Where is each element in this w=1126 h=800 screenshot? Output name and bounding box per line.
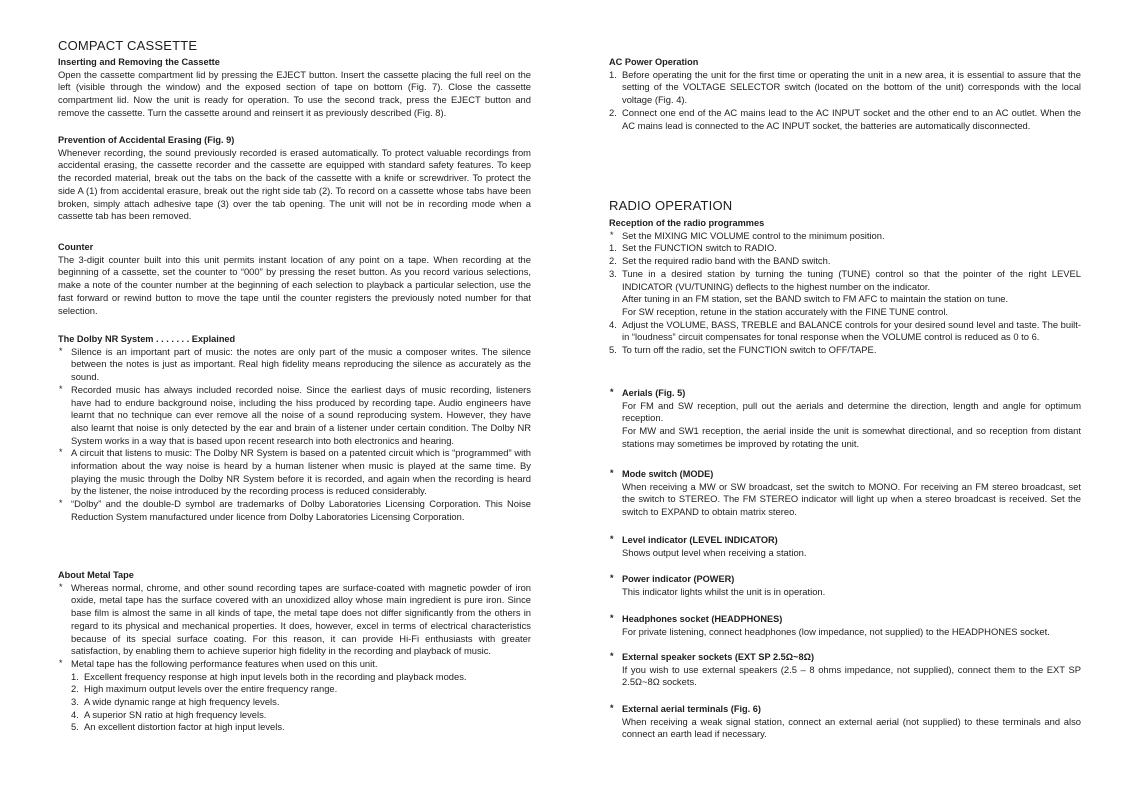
note-line: For SW reception, retune in the station accurately with the FINE TUNE control.	[622, 305, 949, 317]
radio-operation-section	[609, 198, 1081, 357]
numbered-item: 5. To turn off the radio, set the FUNCTION switch to OFF/TAPE.	[609, 344, 877, 356]
subsection-heading: Reception of the radio programmes	[609, 218, 765, 228]
paragraph: For MW and SW1 reception, the aerial inside the unit is somewhat directional, and so reception from distant stations may sometimes be improved by rotating the unit.	[622, 425, 1081, 449]
bullet-item: * Set the MIXING MIC VOLUME control to the minimum position.	[609, 230, 1081, 243]
bullet-item: * Whereas normal, chrome, and other sound recording tapes are surface-coated with magnetic powder of iron oxide, metal tape has the surface covered with an unoxidized alloy whose main ingredient is pure iron. Since base film is almost the same in all kinds of tape, the metal tape does not differ significantly from the others in regard to its physical and mechanical properties. It does, however, excel in terms of electrical characteristics because of its special surface coating. For this reason, it can provide Hi-Fi enthusiasts with greater satisfaction, by enabling them to achieve superior high fidelity in the recording and playback of music.	[58, 582, 531, 658]
ac-power-section	[609, 56, 1081, 132]
numbered-item: 2. Connect one end of the AC mains lead to the AC INPUT socket and the other end to an AC outlet. When the AC mains lead is connected to the AC INPUT socket, the batteries are automatically disconnected.	[609, 106, 1081, 131]
feature-item: 1. Excellent frequency response at high input levels both in the recording and playback modes.	[71, 670, 467, 682]
paragraph: The 3-digit counter built into this unit permits instant location of any point on a tape. When recording at the beginning of a cassette, set the counter to “000” by pressing the reset button. As you record various selections, make a note of the counter number at the beginning of each selection to playback a particular selection, use the fast forward or rewind button to move the tape until the counter registers the previously noted number for that selection.	[58, 253, 531, 316]
bullet-item: * “Dolby” and the double-D symbol are trademarks of Dolby Laboratories Licensing Corporation. This Noise Reduction System manufactured under licence from Dolby Laboratories Licensing Corporation.	[58, 498, 531, 523]
bullet-item: * A circuit that listens to music: The Dolby NR System is based on a patented circuit which is “programmed” with information about the way noise is heard by a human listener when music is played at the same time. By playing the music through the Dolby NR System before it is recorded, and again when the recording is heard by the listener, the noise introduced by the recording process is reduced considerably.	[58, 447, 531, 498]
external-aerial-section	[609, 703, 1081, 741]
power-indicator-section	[609, 573, 1081, 598]
feature-item: 2. High maximum output levels over the entire frequency range.	[71, 683, 338, 695]
dolby-section	[58, 333, 531, 524]
numbered-item: 1. Set the FUNCTION switch to RADIO.	[609, 242, 777, 254]
aerials-section	[609, 387, 1081, 451]
paragraph: Shows output level when receiving a station.	[622, 546, 807, 558]
subsection-heading: Prevention of Accidental Erasing (Fig. 9)	[58, 135, 235, 145]
counter-section	[58, 241, 531, 317]
feature-item: 4. A superior SN ratio at high frequency levels.	[71, 708, 267, 720]
subsection-heading: About Metal Tape	[58, 570, 134, 580]
level-indicator-section	[609, 534, 1081, 559]
note-line: After tuning in an FM station, set the BAND switch to FM AFC to maintain the station on tune.	[622, 293, 1009, 305]
compact-cassette-section	[58, 38, 531, 120]
subsection-heading: AC Power Operation	[609, 57, 699, 67]
feature-item: 3. A wide dynamic range at high frequency levels.	[71, 696, 280, 708]
subsection-heading: * External aerial terminals (Fig. 6)	[609, 703, 1081, 716]
numbered-item: 2. Set the required radio band with the BAND switch.	[609, 255, 831, 267]
bullet-item: * Metal tape has the following performance features when used on this unit.	[58, 658, 531, 671]
subsection-heading: * Level indicator (LEVEL INDICATOR)	[609, 534, 1081, 547]
numbered-item: 1. Before operating the unit for the first time or operating the unit in a new area, it is essential to assure that the setting of the VOLTAGE SELECTOR switch (located on the bottom of the unit) corresponds with the local voltage (Fig. 4).	[609, 68, 1081, 106]
subsection-heading: Inserting and Removing the Cassette	[58, 57, 220, 67]
subsection-heading: * Mode switch (MODE)	[609, 468, 1081, 481]
paragraph: For private listening, connect headphones (low impedance, not supplied) to the HEADPHONES socket.	[622, 625, 1050, 637]
feature-item: 5. An excellent distortion factor at high input levels.	[71, 721, 285, 733]
paragraph: When receiving a weak signal station, connect an external aerial (not supplied) to these terminals and also connect an earth lead if necessary.	[622, 715, 1081, 740]
metal-tape-section	[58, 569, 531, 734]
subsection-heading: * Headphones socket (HEADPHONES)	[609, 613, 1081, 626]
mode-switch-section	[609, 468, 1081, 519]
paragraph: Whenever recording, the sound previously recorded is erased automatically. To protect valuable recordings from accidental erasing, the cassette recorder and the cassette are equipped with standard safety features. To keep the recorded material, break out the tabs on the back of the cassette with a knife or screwdriver. To protect the side A (1) from accidental erasure, break out the right side tab (2). To record on a cassette whose tabs have been broken, simply attach adhesive tape (3) over the tab opening. The unit will not be in recording mode when a cassette tab has been removed.	[58, 146, 531, 222]
numbered-item: 4. Adjust the VOLUME, BASS, TREBLE and BALANCE controls for your desired sound level and taste. The built-in “loudness” circuit compensates for tonal response when the VOLUME control is reduced as 0 to 6.	[609, 318, 1081, 343]
paragraph: If you wish to use external speakers (2.5 – 8 ohms impedance, not supplied), connect them to the EXT SP 2.5Ω~8Ω sockets.	[622, 663, 1081, 688]
headphones-section	[609, 613, 1081, 638]
subsection-heading: * External speaker sockets (EXT SP 2.5Ω~8Ω)	[609, 651, 1081, 664]
numbered-item: 3. Tune in a desired station by turning the tuning (TUNE) control so that the pointer of the right LEVEL INDICATOR (VU/TUNING) deflects to the highest number on the indicator. After tuning in an FM station, set the BAND switch to FM AFC to maintain the station on tune. For SW reception, retune in the station accurately with the FINE TUNE control.	[609, 267, 1081, 317]
prevention-section	[58, 134, 531, 223]
section-title: COMPACT CASSETTE	[58, 38, 198, 53]
subsection-heading: * Power indicator (POWER)	[609, 573, 1081, 586]
subsection-heading: The Dolby NR System . . . . . . . Explained	[58, 334, 236, 344]
bullet-item: * Recorded music has always included recorded noise. Since the earliest days of music recording, listeners have had to endure background noise, including the hiss produced by recording tape. Audio engineers have learnt that no technique can ever remove all the noise of a sound reproducing system. However, they have also learnt that noise is only detected by the ear and brain of a listener under certain condition. The Dolby NR System works in a way that is based upon recent research into both electronics and hearing.	[58, 384, 531, 448]
section-title: RADIO OPERATION	[609, 198, 733, 213]
paragraph: Open the cassette compartment lid by pressing the EJECT button. Insert the cassette placing the full reel on the left (visible through the window) and the exposed section of tape on bottom (Fig. 7). Close the cassette compartment lid. Now the unit is ready for operation. To use the second track, press the EJECT button and remove the cassette. Turn the cassette around and reinsert it as previously described (Fig. 8).	[58, 68, 531, 118]
external-speaker-section	[609, 651, 1081, 689]
subsection-heading: * Aerials (Fig. 5)	[609, 387, 1081, 400]
paragraph: For FM and SW reception, pull out the aerials and determine the direction, length and angle for optimum reception.	[622, 399, 1081, 424]
paragraph: This indicator lights whilst the unit is in operation.	[622, 585, 826, 597]
feature-list	[58, 671, 531, 735]
subsection-heading: Counter	[58, 242, 94, 252]
paragraph: When receiving a MW or SW broadcast, set the switch to MONO. For receiving an FM stereo broadcast, set the switch to STEREO. The FM STEREO indicator will light up when a stereo broadcast is received. Set the switch to EXPAND to obtain matrix stereo.	[622, 480, 1081, 518]
bullet-item: * Silence is an important part of music: the notes are only part of the music a composer writes. The silence between the notes is just as important. Real high fidelity means reproducing the silence as accurately as the sound.	[58, 346, 531, 384]
